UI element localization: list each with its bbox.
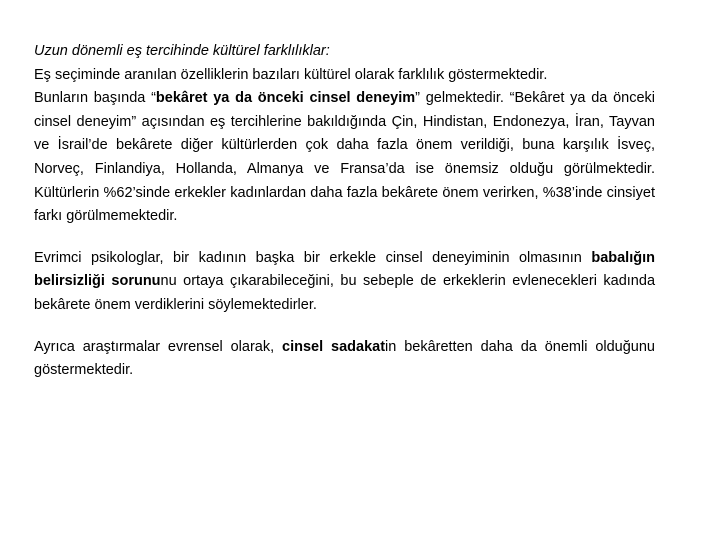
paragraph-fidelity <box>34 336 655 383</box>
paragraph-text: ” gelmektedir. “Bekâret ya da önceki cinsel deneyim” açısından eş tercihlerine bakıldığında Çin, Hindistan, Endonezya, İran, Tayvan ve İsrail’de bekârete diğer kültürlerden çok daha fazla önem verildiği, buna karşılık İsveç, Norveç, Finlandiya, Hollanda, Almanya ve Fransa’da ise önemsiz olduğu görülmektedir. Kültürlerin %62’sinde erkekler kadınlardan daha fazla bekârete önem verirken, %38’inde cinsiyet farkı görülmemektedir. <box>34 90 656 225</box>
intro-sentence: Eş seçiminde aranılan özelliklerin bazıları kültürel olarak farklılık göstermektedir. <box>34 66 548 83</box>
paragraph-text: nu ortaya çıkarabileceğini, bu sebeple de erkeklerin evlenecekleri kadında bekârete önem verdiklerini söylemektedirler. <box>34 273 656 313</box>
bold-term: bekâret ya da önceki cinsel deneyim <box>155 90 416 107</box>
paragraph-text: Bunların başında “ <box>34 90 156 107</box>
section-heading: Uzun dönemli eş tercihinde kültürel farklılıklar: <box>34 43 330 59</box>
bold-term: cinsel sadakat <box>282 338 386 355</box>
paragraph-text: Evrimci psikologlar, bir kadının başka bir erkekle cinsel deneyiminin olmasının <box>34 249 592 266</box>
paragraph-virginity <box>34 87 655 229</box>
paragraph-text: in bekâretten daha da önemli olduğunu göstermektedir. <box>34 338 655 379</box>
bold-term: babalığın belirsizliği sorunu <box>34 249 655 290</box>
paragraph-evolutionary <box>34 247 655 318</box>
paragraph-text: Ayrıca araştırmalar evrensel olarak, <box>34 338 283 355</box>
text-body <box>34 40 655 383</box>
